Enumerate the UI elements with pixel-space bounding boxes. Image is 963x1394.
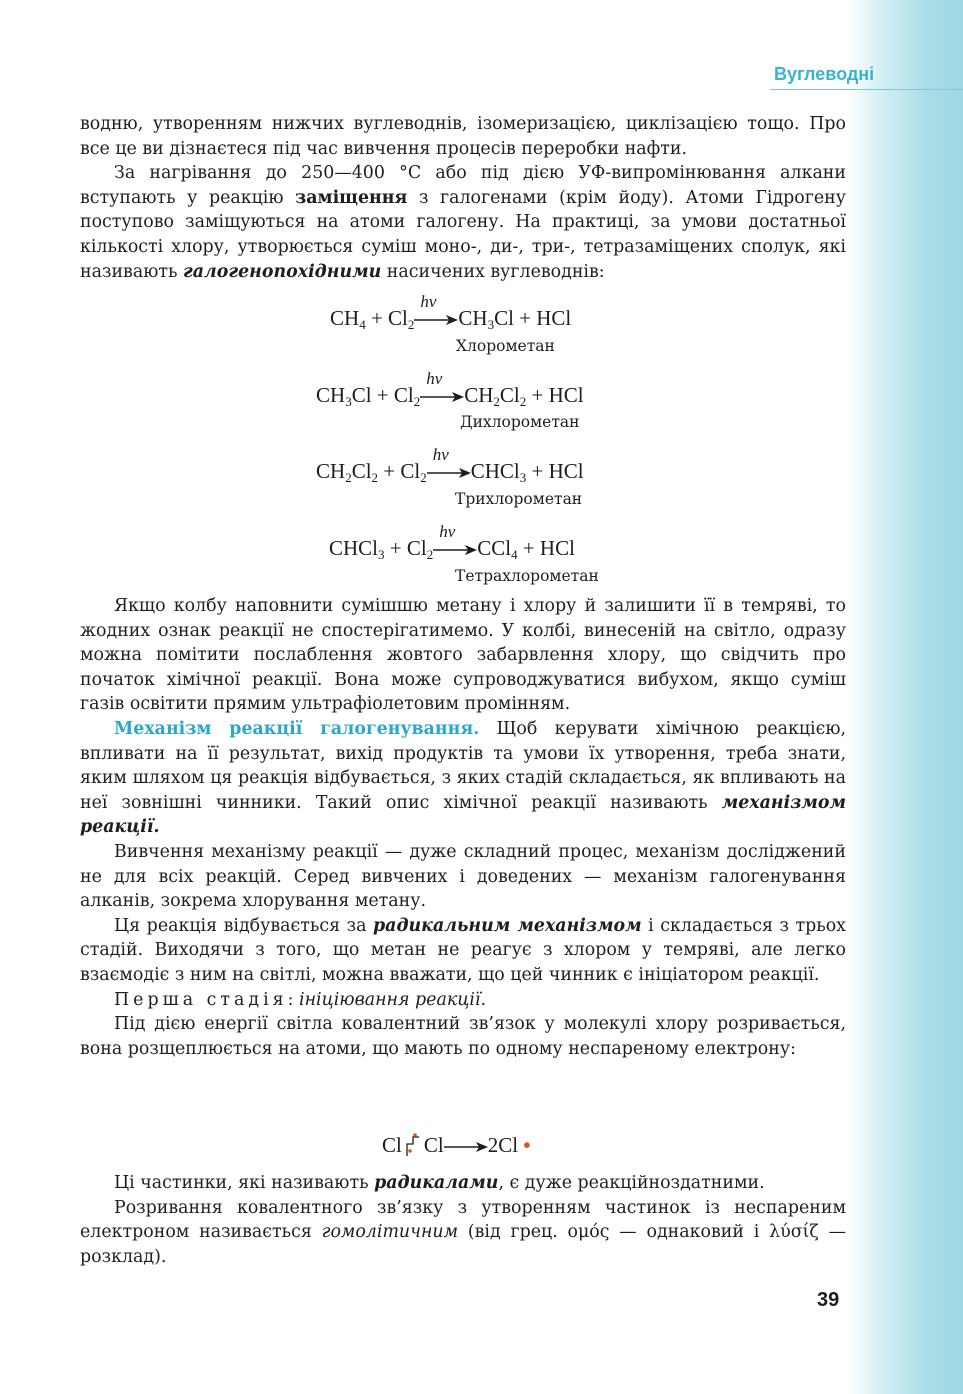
reaction-arrow [420, 369, 464, 403]
p10-text-a: Розривання ковалентного зв’язку з утворенням частинок із неспареним електроном називається [80, 1197, 846, 1243]
radical-eq-right: Cl [423, 1133, 444, 1157]
p2-text-e: насичених вуглеводнів: [381, 261, 605, 282]
product-name-1: Хлорометан [456, 337, 555, 355]
reaction-arrow [427, 445, 471, 479]
p9-text-c: , є дуже реакційноздатними. [498, 1173, 765, 1193]
p9-text-a: Ці частинки, які називають [114, 1173, 375, 1193]
reaction-1-condition: hν [420, 292, 437, 311]
term-homolytic: гомолітичним [321, 1222, 459, 1243]
term-halogen-derivatives: галогенопохідними [182, 261, 382, 282]
page-number: 39 [817, 1289, 840, 1311]
paragraph-8: Під дією енергії світла ковалентний зв’язок у молекулі хлору розривається, вона розщеплюється на атоми, що мають по одному неспареному електрону: [80, 1014, 846, 1059]
stage-name: ініціювання реакції. [299, 989, 487, 1010]
product-name-3: Трихлорометан [455, 490, 583, 508]
reaction-3-condition: hν [432, 445, 449, 464]
side-color-band [848, 0, 963, 1394]
p7-colon: : [287, 989, 300, 1010]
radical-eq-left: Cl [382, 1133, 402, 1157]
paragraph-4 [80, 717, 846, 840]
text-block-top [80, 112, 846, 284]
section-heading-mechanism: Механізм реакції галогенування. [114, 718, 480, 739]
p6-text-a: Ця реакція відбувається за [114, 915, 374, 936]
bond-break-icon [402, 1134, 424, 1156]
radical-eq-product: 2Cl [487, 1133, 519, 1157]
paragraph-5: Вивчення механізму реакції — дуже складний процес, механізм досліджений не для всіх реакцій. Серед вивчених і доведених — механізм галогенування алканів, зокрема хлорування метану. [80, 841, 846, 912]
reaction-arrow [433, 522, 477, 556]
p6-text-c: і складається з трьох стадій. Виходячи з того, що метан не реагує з хлором у темряві, але легко взаємодіє з ним на світлі, можна вважати, що цей чинник є ініціатором реакції. [80, 915, 846, 985]
term-reaction-mechanism: механізмом реакції. [80, 792, 846, 838]
product-name-4: Тетрахлорометан [455, 567, 599, 585]
reaction-arrow [414, 292, 458, 326]
reaction-2: $CH_3Cl + Cl_2$ hν $CH_2Cl_2$ + HCl [316, 369, 584, 409]
text-block-bottom [80, 1171, 846, 1269]
paragraph-6 [80, 914, 846, 988]
paragraph-2 [80, 161, 846, 284]
p2-text-a: За нагрівання до 250—400 °С або під дією УФ-випромінювання алкани вступають у реакцію [80, 163, 846, 208]
reaction-arrow [444, 1135, 488, 1153]
paragraph-10 [80, 1196, 846, 1270]
p10-text-c: (від грец. ομός — однаковий і λύσίζ — розклад). [80, 1222, 846, 1267]
paragraph-7 [80, 988, 846, 1013]
radical-dot-icon: • [518, 1133, 531, 1157]
p2-text-c: з галогенами (крім йоду). Атоми Гідрогену поступово заміщуються на атоми галогену. На практиці, за умови достатньої кількості хлору, утворюється суміш моно-, ди-, три-, тетразаміщених сполук, які називають [80, 187, 846, 282]
stage-label: Перша стадія [114, 989, 288, 1010]
header-rule [770, 89, 963, 90]
reaction-3: $CH_2Cl_2 + Cl_2$ hν CHCl$_3$ + HCl [316, 445, 584, 485]
reaction-4-condition: hν [439, 522, 456, 541]
reaction-1: $CH_4 + Cl_2$ hν $CH_3Cl$ + HCl [330, 292, 572, 332]
term-radicals: радикалами [374, 1173, 499, 1193]
radical-equation [382, 1133, 531, 1158]
section-header: Вуглеводні [774, 64, 875, 84]
reaction-4: CHCl$_3$ + $Cl_2$ hν CCl$_4$ + HCl [329, 522, 575, 562]
paragraph-3: Якщо колбу наповнити сумішшю метану і хлору й залишити її в темряві, то жодних ознак реакції не спостерігатимемо. У колбі, винесеній на світло, одразу можна помітити послаблення жовтого забарвлення хлору, що свідчить про початок хімічної реакції. Вона може супроводжуватися вибухом, якщо суміш газів освітити прямим ультрафіолетовим промінням. [80, 596, 846, 715]
paragraph-9 [80, 1171, 846, 1196]
product-name-2: Дихлорометан [460, 413, 580, 431]
term-radical-mechanism: радикальним механізмом [373, 915, 642, 936]
term-substitution: заміщення [295, 187, 408, 208]
p4-text-b: Щоб керувати хімічною реакцією, впливати на її результат, вихід продуктів та умови їх утворення, треба знати, яким шляхом ця реакція відбувається, з яких стадій складається, як впливають на неї зовнішні чинники. Такий опис хімічної реакції називають [80, 718, 847, 813]
text-block-middle [80, 594, 846, 1061]
paragraph-1: водню, утворенням нижчих вуглеводнів, ізомеризацією, циклізацією тощо. Про все це ви дізнаєтеся під час вивчення процесів переробки нафти. [80, 114, 846, 159]
reaction-2-condition: hν [426, 369, 443, 388]
